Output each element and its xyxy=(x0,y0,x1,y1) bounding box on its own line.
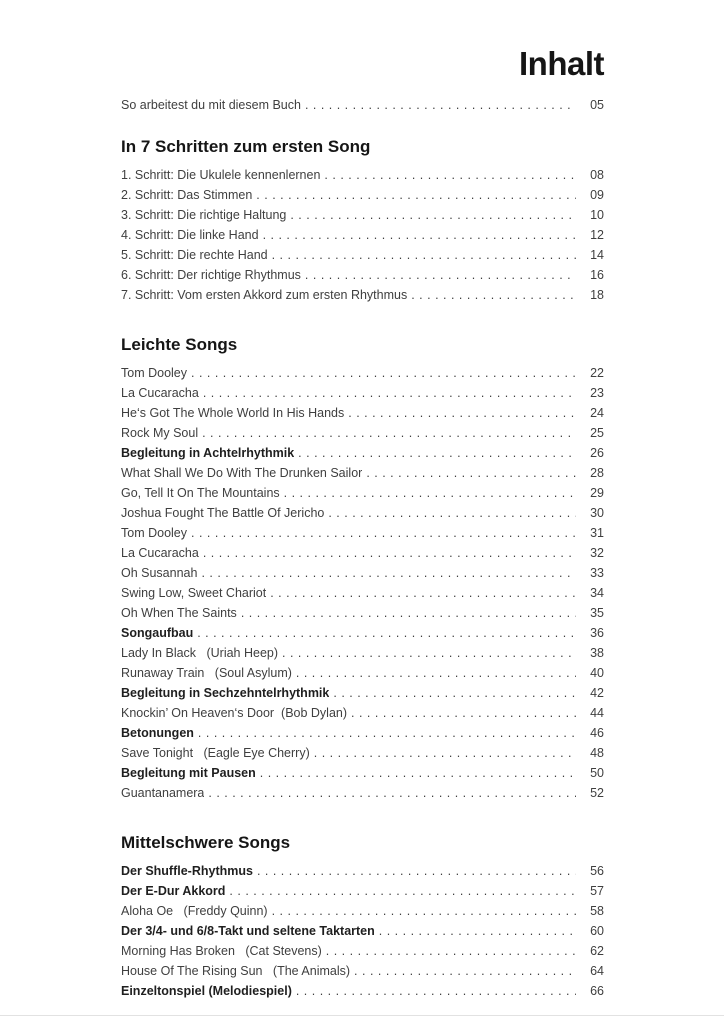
toc-entry-label: Tom Dooley xyxy=(121,366,187,380)
toc-entry-label: Swing Low, Sweet Chariot xyxy=(121,586,267,600)
toc-entry-page: 48 xyxy=(590,746,604,760)
dot-leader xyxy=(280,483,576,503)
toc-entry-page: 62 xyxy=(590,944,604,958)
dot-leader xyxy=(268,901,576,921)
toc-entry xyxy=(121,623,604,643)
toc-entry-page: 23 xyxy=(590,386,604,400)
dot-leader xyxy=(344,403,576,423)
toc-entry-label: Guantanamera xyxy=(121,786,205,800)
toc-entry-page: 25 xyxy=(590,426,604,440)
toc-entry-label: 3. Schritt: Die richtige Haltung xyxy=(121,208,287,222)
toc-entry xyxy=(121,683,604,703)
toc-entry xyxy=(121,543,604,563)
intro-block xyxy=(121,95,604,115)
dot-leader xyxy=(194,723,576,743)
dot-leader xyxy=(347,703,576,723)
toc-entry-page: 58 xyxy=(590,904,604,918)
toc-entry-page: 33 xyxy=(590,566,604,580)
toc-entry-label: Rock My Soul xyxy=(121,426,199,440)
dot-leader xyxy=(322,941,576,961)
toc-entry xyxy=(121,783,604,803)
toc-entry-page: 10 xyxy=(590,208,604,222)
toc-entry xyxy=(121,901,604,921)
section-rows xyxy=(121,363,604,803)
toc-entry-page: 46 xyxy=(590,726,604,740)
toc-entry xyxy=(121,265,604,285)
dot-leader xyxy=(197,563,576,583)
toc-sections xyxy=(121,137,604,1001)
dot-leader xyxy=(259,225,576,245)
toc-entry-label: 7. Schritt: Vom ersten Akkord zum ersten Rhythmus xyxy=(121,288,408,302)
dot-leader xyxy=(407,285,576,305)
toc-section xyxy=(121,137,604,305)
dot-leader xyxy=(253,861,576,881)
toc-entry-label: 2. Schritt: Das Stimmen xyxy=(121,188,253,202)
toc-entry-label: Der E-Dur Akkord xyxy=(121,884,226,898)
toc-entry xyxy=(121,403,604,423)
dot-leader xyxy=(362,463,576,483)
toc-entry-label: Save Tonight (Eagle Eye Cherry) xyxy=(121,746,310,760)
section-rows xyxy=(121,861,604,1001)
toc-entry-label: Lady In Black (Uriah Heep) xyxy=(121,646,279,660)
toc-entry-label: So arbeitest du mit diesem Buch xyxy=(121,98,301,112)
toc-entry-page: 60 xyxy=(590,924,604,938)
toc-entry xyxy=(121,245,604,265)
dot-leader xyxy=(266,583,576,603)
toc-entry-label: Go, Tell It On The Mountains xyxy=(121,486,280,500)
toc-section xyxy=(121,335,604,803)
toc-entry-label: La Cucaracha xyxy=(121,546,199,560)
toc-entry xyxy=(121,443,604,463)
toc-entry-page: 18 xyxy=(590,288,604,302)
toc-entry xyxy=(121,643,604,663)
page-bottom-edge xyxy=(0,1015,724,1016)
dot-leader xyxy=(256,763,576,783)
toc-entry-page: 28 xyxy=(590,466,604,480)
toc-entry-label: Oh Susannah xyxy=(121,566,198,580)
toc-entry-page: 09 xyxy=(590,188,604,202)
toc-entry-label: Der Shuffle-Rhythmus xyxy=(121,864,253,878)
toc-entry-page: 57 xyxy=(590,884,604,898)
toc-entry-page: 24 xyxy=(590,406,604,420)
toc-entry-page: 22 xyxy=(590,366,604,380)
toc-entry-page: 35 xyxy=(590,606,604,620)
dot-leader xyxy=(237,603,576,623)
dot-leader xyxy=(320,165,576,185)
dot-leader xyxy=(204,783,576,803)
dot-leader xyxy=(310,743,576,763)
dot-leader xyxy=(252,185,576,205)
dot-leader xyxy=(329,683,576,703)
dot-leader xyxy=(294,443,576,463)
toc-entry-page: 52 xyxy=(590,786,604,800)
toc-entry-page: 32 xyxy=(590,546,604,560)
toc-entry-page: 30 xyxy=(590,506,604,520)
toc-entry-label: Begleitung in Sechzehntelrhythmik xyxy=(121,686,330,700)
toc-entry-label: Betonungen xyxy=(121,726,194,740)
dot-leader xyxy=(199,543,576,563)
toc-entry-page: 44 xyxy=(590,706,604,720)
toc-entry-label: Morning Has Broken (Cat Stevens) xyxy=(121,944,322,958)
dot-leader xyxy=(286,205,576,225)
toc-entry xyxy=(121,165,604,185)
dot-leader xyxy=(375,921,576,941)
section-heading: Leichte Songs xyxy=(121,335,238,354)
toc-entry-label: 1. Schritt: Die Ukulele kennenlernen xyxy=(121,168,321,182)
dot-leader xyxy=(187,523,576,543)
dot-leader xyxy=(324,503,576,523)
toc-entry-page: 34 xyxy=(590,586,604,600)
toc-entry xyxy=(121,723,604,743)
toc-entry xyxy=(121,941,604,961)
toc-entry xyxy=(121,763,604,783)
toc-entry-label: Knockin’ On Heaven‘s Door (Bob Dylan) xyxy=(121,706,348,720)
toc-entry-label: 5. Schritt: Die rechte Hand xyxy=(121,248,268,262)
toc-entry-page: 66 xyxy=(590,984,604,998)
toc-entry-label: Tom Dooley xyxy=(121,526,187,540)
toc-entry xyxy=(121,523,604,543)
toc-entry-label: Joshua Fought The Battle Of Jericho xyxy=(121,506,325,520)
toc-entry-label: Aloha Oe (Freddy Quinn) xyxy=(121,904,268,918)
toc-entry xyxy=(121,743,604,763)
toc-entry xyxy=(121,583,604,603)
section-heading: Mittelschwere Songs xyxy=(121,833,291,852)
dot-leader xyxy=(301,95,576,115)
dot-leader xyxy=(199,383,576,403)
toc-entry-label: 4. Schritt: Die linke Hand xyxy=(121,228,259,242)
dot-leader xyxy=(292,663,576,683)
toc-section xyxy=(121,833,604,1001)
toc-entry-page: 16 xyxy=(590,268,604,282)
toc-entry xyxy=(121,563,604,583)
toc-entry-label: Songaufbau xyxy=(121,626,194,640)
toc-entry xyxy=(121,463,604,483)
toc-entry xyxy=(121,503,604,523)
toc-entry-label: Der 3/4- und 6/8-Takt und seltene Taktarten xyxy=(121,924,375,938)
toc-entry-label: House Of The Rising Sun (The Animals) xyxy=(121,964,351,978)
dot-leader xyxy=(198,423,576,443)
dot-leader xyxy=(278,643,576,663)
toc-entry-page: 29 xyxy=(590,486,604,500)
toc-entry xyxy=(121,663,604,683)
dot-leader xyxy=(292,981,576,1001)
dot-leader xyxy=(268,245,576,265)
toc-entry xyxy=(121,603,604,623)
toc-entry-page: 56 xyxy=(590,864,604,878)
toc-entry xyxy=(121,861,604,881)
page-title: Inhalt xyxy=(519,45,604,82)
toc-entry xyxy=(121,921,604,941)
toc-entry xyxy=(121,961,604,981)
toc-entry-page: 40 xyxy=(590,666,604,680)
toc-entry-label: What Shall We Do With The Drunken Sailor xyxy=(121,466,363,480)
toc-entry-label: Einzeltonspiel (Melodiespiel) xyxy=(121,984,292,998)
section-heading: In 7 Schritten zum ersten Song xyxy=(121,137,371,156)
dot-leader xyxy=(350,961,576,981)
toc-entry xyxy=(121,483,604,503)
toc-entry xyxy=(121,703,604,723)
toc-entry xyxy=(121,423,604,443)
toc-entry xyxy=(121,363,604,383)
toc-entry-page: 42 xyxy=(590,686,604,700)
toc-entry xyxy=(121,881,604,901)
toc-entry xyxy=(121,981,604,1001)
toc-entry-page: 64 xyxy=(590,964,604,978)
toc-entry xyxy=(121,383,604,403)
toc-entry-page: 50 xyxy=(590,766,604,780)
toc-entry-label: 6. Schritt: Der richtige Rhythmus xyxy=(121,268,301,282)
toc-entry-label: He‘s Got The Whole World In His Hands xyxy=(121,406,345,420)
toc-entry-label: Runaway Train (Soul Asylum) xyxy=(121,666,292,680)
toc-entry-label: La Cucaracha xyxy=(121,386,199,400)
toc-entry-page: 36 xyxy=(590,626,604,640)
toc-entry xyxy=(121,185,604,205)
toc-entry-page: 12 xyxy=(590,228,604,242)
toc-entry-label: Oh When The Saints xyxy=(121,606,237,620)
toc-entry xyxy=(121,225,604,245)
toc-entry-page: 08 xyxy=(590,168,604,182)
dot-leader xyxy=(301,265,576,285)
toc-entry xyxy=(121,95,604,115)
toc-entry-page: 26 xyxy=(590,446,604,460)
dot-leader xyxy=(225,881,576,901)
toc-entry xyxy=(121,205,604,225)
toc-entry-page: 14 xyxy=(590,248,604,262)
section-rows xyxy=(121,165,604,305)
toc-entry-label: Begleitung in Achtelrhythmik xyxy=(121,446,295,460)
dot-leader xyxy=(187,363,576,383)
toc-entry-label: Begleitung mit Pausen xyxy=(121,766,256,780)
toc-entry-page: 38 xyxy=(590,646,604,660)
toc-entry-page: 05 xyxy=(590,98,604,112)
toc-entry-page: 31 xyxy=(590,526,604,540)
toc-entry xyxy=(121,285,604,305)
dot-leader xyxy=(193,623,576,643)
